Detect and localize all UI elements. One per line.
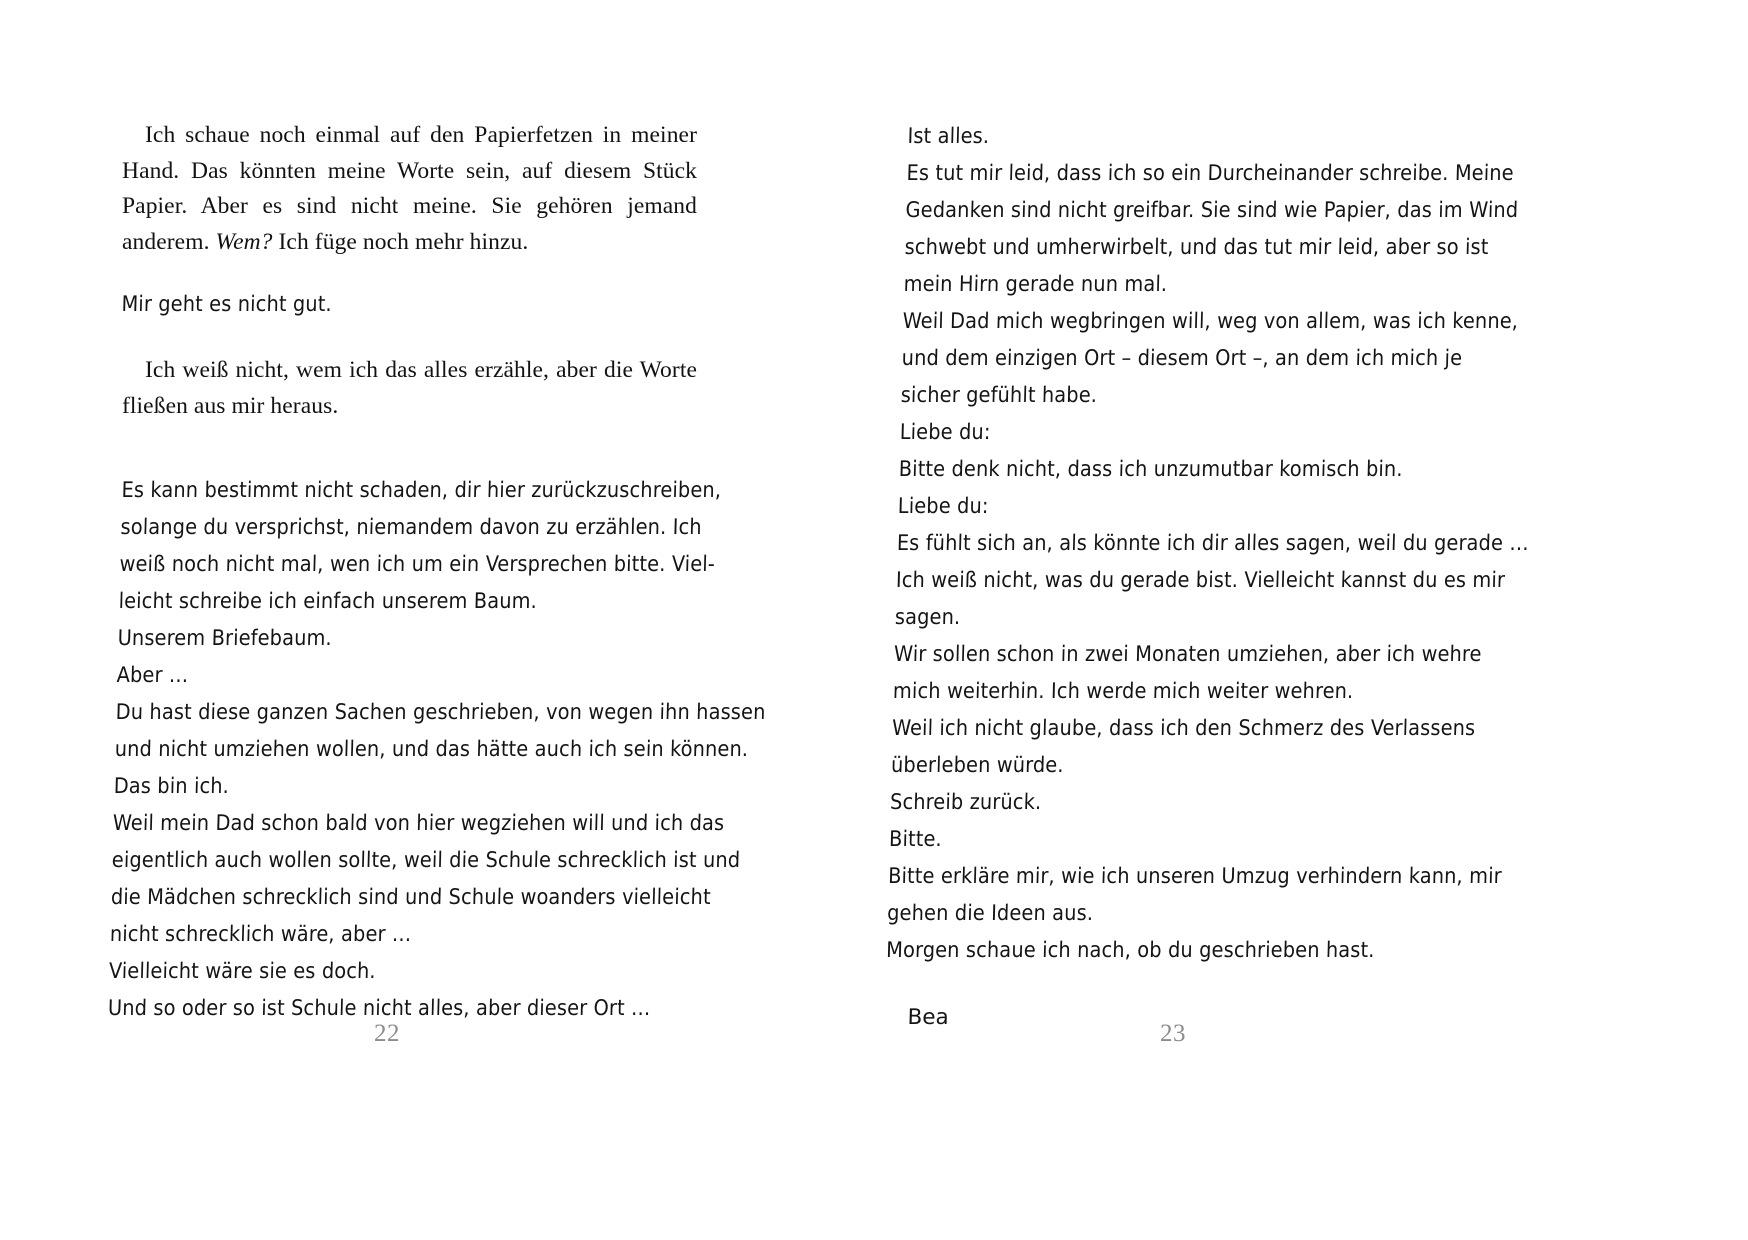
hand-line: gehen die Ideen aus. [886,901,1094,926]
hand-line: Unserem Briefebaum. [117,626,333,651]
hand-line: Und so oder so ist Schule nicht alles, aber dieser Ort … [107,996,651,1021]
hand-line: Weil Dad mich wegbringen will, weg von allem, was ich kenne, [902,309,1519,334]
hand-line: sagen. [894,605,961,630]
hand-line: Gedanken sind nicht greifbar. Sie sind wie Papier, das im Wind [905,198,1519,223]
hand-line: und nicht umziehen wollen, und das hätte auch ich sein können. [114,737,749,762]
hand-line: Bitte denk nicht, dass ich unzumutbar komisch bin. [898,457,1404,482]
hand-line: mich weiterhin. Ich werde mich weiter wehren. [892,679,1354,704]
printed-paragraph-1-italic: Wem? [215,228,273,255]
hand-line: und dem einzigen Ort – diesem Ort –, an dem ich mich je [901,346,1463,371]
letter-signature: Bea [907,1005,949,1030]
hand-line: sicher gefühlt habe. [900,383,1098,408]
hand-line: Morgen schaue ich nach, ob du geschrieben hast. [885,938,1375,963]
page-number-right: 23 [1160,1020,1186,1047]
hand-line: Es fühlt sich an, als könnte ich dir alles sagen, weil du gerade … [896,531,1530,556]
hand-line: Bitte. [888,827,943,852]
hand-line: Ist alles. [907,124,990,149]
spacer [122,450,697,472]
hand-line: leicht schreibe ich einfach unserem Baum. [118,589,538,614]
hand-line: Mir geht es nicht gut. [121,292,333,317]
hand-line: Du hast diese ganzen Sachen geschrieben, von wegen ihn hassen [115,700,766,725]
hand-line: Wir sollen schon in zwei Monaten umziehen, aber ich wehre [893,642,1482,667]
hand-line: Weil ich nicht glaube, dass ich den Schmerz des Verlassens [891,716,1476,741]
left-page-text-column [107,118,766,1027]
hand-line: die Mädchen schrecklich sind und Schule woanders vielleicht [110,885,712,910]
right-page [874,0,1748,1240]
handwritten-letter-left [107,472,766,1027]
handwritten-note-short [121,286,697,323]
printed-paragraph-1-tail: Ich füge noch mehr hinzu. [272,228,529,255]
right-page-text-column [885,118,1530,1036]
hand-line: Bitte erkläre mir, wie ich unseren Umzug verhindern kann, mir [887,864,1503,889]
hand-line: überleben würde. [890,753,1065,778]
hand-line: Liebe du: [899,420,991,445]
page-number-left: 22 [374,1020,400,1047]
hand-line: Das bin ich. [113,774,230,799]
hand-line: Vielleicht wäre sie es doch. [108,959,377,984]
hand-line: eigentlich auch wollen sollte, weil die Schule schrecklich ist und [111,848,741,873]
hand-line: Schreib zurück. [889,790,1042,815]
hand-line: mein Hirn gerade nun mal. [903,272,1168,297]
hand-line: Es tut mir leid, dass ich so ein Durcheinander schreibe. Meine [906,161,1515,186]
hand-line: schwebt und umherwirbelt, und das tut mir leid, aber so ist [904,235,1489,260]
spacer [122,323,697,353]
hand-line: Liebe du: [897,494,989,519]
hand-line: solange du versprichst, niemandem davon zu erzählen. Ich [120,515,703,540]
printed-paragraph-1 [122,118,697,260]
printed-paragraph-2: Ich weiß nicht, wem ich das alles erzähle, aber die Worte fließen aus mir heraus. [122,357,697,419]
hand-line: weiß noch nicht mal, wen ich um ein Versprechen bitte. Viel- [119,552,716,577]
hand-line: Es kann bestimmt nicht schaden, dir hier zurückzuschreiben, [121,478,722,503]
handwritten-letter-right [885,118,1530,969]
hand-line: Weil mein Dad schon bald von hier wegziehen will und ich das [112,811,725,836]
hand-line: nicht schrecklich wäre, aber … [109,922,412,947]
hand-line: Ich weiß nicht, was du gerade bist. Vielleicht kannst du es mir [895,568,1506,593]
hand-line: Aber … [116,663,189,688]
printed-paragraph-1-text: Ich schaue noch einmal auf den Papierfetzen in meiner Hand. Das könnten meine Worte sein, auf diesem Stück Papier. Aber es sind nicht meine. Sie gehören jemand anderem. [122,122,697,255]
